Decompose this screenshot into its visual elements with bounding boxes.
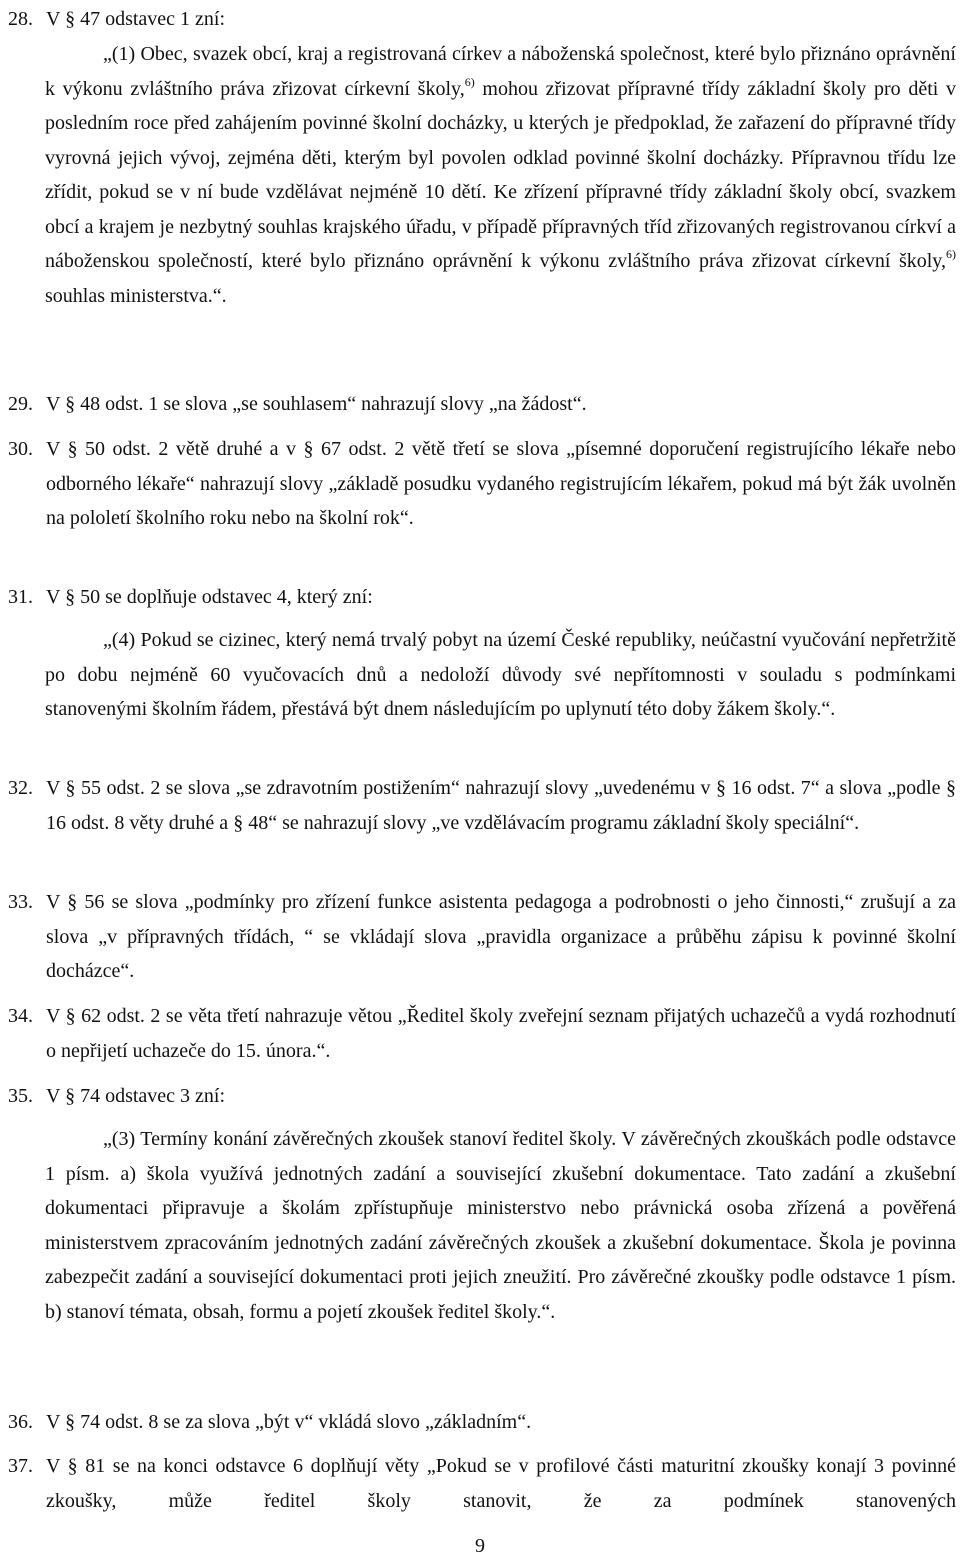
item-29 bbox=[8, 387, 956, 422]
quote-text-part-2: mohou zřizovat přípravné třídy základní školy pro děti v posledním roce před zahájením povinné školní docházky, u kterých je předpoklad, že zařazení do přípravné třídy vyrovná jejich vývoj, zejména děti, kterým byl povolen odklad povinné školní docházky. Přípravnou třídu lze zřídit, pokud se v ní bude vzdělávat nejméně 10 dětí. Ke zřízení přípravné třídy základní školy obcí, svazkem obcí a krajem je nezbytný souhlas krajského úřadu, v případě přípravných tříd zřizovaných registrovanou církví a náboženskou společností, které bylo přiznáno oprávnění k výkonu zvláštního práva zřizovat církevní školy, bbox=[45, 77, 956, 272]
item-number: 32. bbox=[8, 777, 33, 799]
item-number: 34. bbox=[8, 1005, 33, 1027]
item-number: 33. bbox=[8, 891, 33, 913]
quoted-paragraph: „(4) Pokud se cizinec, který nemá trvalý pobyt na území České republiky, neúčastní vyučování nepřetržitě po dobu nejméně 60 vyučovacích dnů a nedoloží důvody své nepřítomnosti v souladu s podmínkami stanovenými školním řádem, přestává být dnem následujícím po uplynutí této doby žákem školy.“. bbox=[45, 629, 956, 720]
item-text: V § 56 se slova „podmínky pro zřízení funkce asistenta pedagoga a podrobnosti o jeho činnosti,“ zrušují a za slova „v přípravných třídách, “ se vkládají slova „pravidla organizace a průběhu zápisu k povinné školní docházce“. bbox=[46, 891, 956, 982]
item-35-quote bbox=[45, 1122, 956, 1329]
item-number: 37. bbox=[8, 1455, 33, 1477]
item-28-heading bbox=[8, 2, 956, 37]
item-number: 35. bbox=[8, 1085, 33, 1107]
item-36 bbox=[8, 1405, 956, 1440]
item-34 bbox=[8, 999, 956, 1068]
item-lead: V § 50 se doplňuje odstavec 4, který zní: bbox=[46, 586, 373, 608]
quoted-paragraph: „(3) Termíny konání závěrečných zkoušek stanoví ředitel školy. V závěrečných zkouškách podle odstavce 1 písm. a) škola využívá jednotných zadání a související zkušební dokumentace. Tato zadání a zkušební dokumentaci připravuje a školám zpřístupňuje ministerstvo nebo právnická osoba zřízená a pověřená ministerstvem zpracováním jednotných zadání závěrečných zkoušek a zkušební dokumentace. Škola je povinna zabezpečit zadání a související dokumentaci proti jejich zneužití. Pro závěrečné zkoušky podle odstavce 1 písm. b) stanoví témata, obsah, formu a pojetí zkoušek ředitel školy.“. bbox=[45, 1128, 956, 1323]
item-lead: V § 47 odstavec 1 zní: bbox=[46, 8, 226, 30]
quoted-paragraph bbox=[45, 37, 956, 313]
item-35-heading bbox=[8, 1079, 956, 1114]
item-number: 29. bbox=[8, 393, 33, 415]
item-30 bbox=[8, 432, 956, 536]
item-31-quote bbox=[45, 623, 956, 727]
item-number: 36. bbox=[8, 1411, 33, 1433]
item-text: V § 55 odst. 2 se slova „se zdravotním postižením“ nahrazují slovy „uvedenému v § 16 odst. 7“ a slova „podle § 16 odst. 8 věty druhé a § 48“ se nahrazují slovy „ve vzdělávacím programu základní školy speciální“. bbox=[46, 777, 956, 834]
item-text: V § 81 se na konci odstavce 6 doplňují věty „Pokud se v profilové části maturitní zkoušky konají 3 povinné zkoušky, může ředitel školy stanovit, že za podmínek stanovených bbox=[46, 1455, 956, 1512]
footnote-ref: 6) bbox=[464, 74, 475, 89]
quote-text-part-1: „(1) Obec, svazek obcí, kraj a registrovaná církev a náboženská společnost, které bylo přiznáno oprávnění k výkonu zvláštního práva zřizovat církevní školy, bbox=[45, 43, 956, 100]
item-37 bbox=[8, 1449, 956, 1518]
item-32 bbox=[8, 771, 956, 840]
item-number: 28. bbox=[8, 8, 33, 30]
footnote-ref: 6) bbox=[946, 247, 956, 261]
item-text: V § 62 odst. 2 se věta třetí nahrazuje větou „Ředitel školy zveřejní seznam přijatých uchazečů a vydá rozhodnutí o nepřijetí uchazeče do 15. února.“. bbox=[46, 1005, 956, 1062]
item-33 bbox=[8, 885, 956, 989]
page-number: 9 bbox=[475, 1535, 485, 1557]
item-number: 31. bbox=[8, 586, 33, 608]
item-text: V § 48 odst. 1 se slova „se souhlasem“ nahrazují slovy „na žádost“. bbox=[46, 393, 587, 415]
item-lead: V § 74 odstavec 3 zní: bbox=[46, 1085, 226, 1107]
item-28-quote bbox=[45, 37, 956, 313]
item-31-heading bbox=[8, 580, 956, 615]
item-text: V § 74 odst. 8 se za slova „být v“ vkládá slovo „základním“. bbox=[46, 1411, 532, 1433]
item-number: 30. bbox=[8, 438, 33, 460]
quote-text-part-3: souhlas ministerstva.“. bbox=[45, 284, 227, 307]
item-text: V § 50 odst. 2 větě druhé a v § 67 odst. 2 větě třetí se slova „písemné doporučení registrujícího lékaře nebo odborného lékaře“ nahrazují slovy „základě posudku vydaného registrujícím lékařem, pokud má být žák uvolněn na pololetí školního roku nebo na školní rok“. bbox=[46, 438, 956, 529]
